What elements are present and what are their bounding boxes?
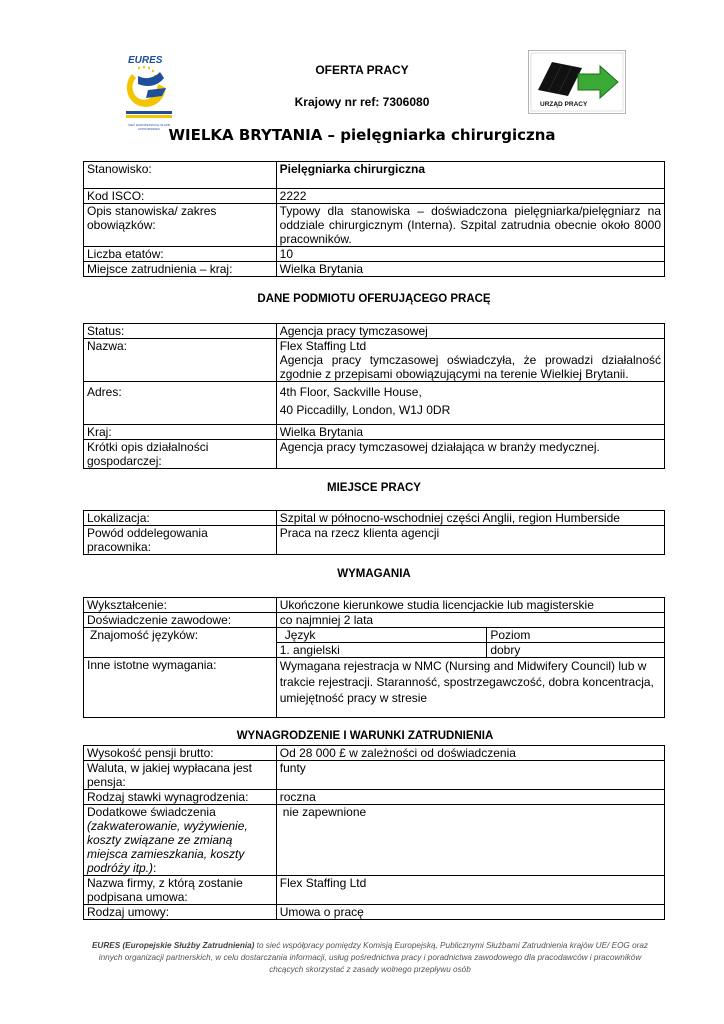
- salary-heading: WYNAGRODZENIE I WARUNKI ZATRUDNIENIA: [236, 730, 494, 742]
- workplace-table: [83, 510, 665, 555]
- footer-bold: EURES (Europejskie Służby Zatrudnienia): [91, 941, 255, 950]
- urzad-pracy-text: URZĄD PRACY: [540, 101, 588, 108]
- employer-heading: DANE PODMIOTU OFERUJĄCEGO PRACĘ: [257, 293, 491, 305]
- requirements-heading: WYMAGANIA: [337, 568, 411, 580]
- address-label: Adres:: [84, 382, 277, 425]
- other-requirements-label: Inne istotne wymagania:: [84, 658, 277, 718]
- employer-country-value: Wielka Brytania: [276, 425, 664, 440]
- benefits-value: nie zapewnione: [276, 805, 664, 876]
- address-line2: 40 Piccadilly, London, W1J 0DR: [279, 403, 451, 417]
- address-cell: [276, 382, 664, 425]
- reference-number: Krajowy nr ref: 7306080: [294, 95, 430, 109]
- employer-table: [83, 323, 665, 469]
- footer-text: to sieć współpracy pomiędzy Komisją Europejską, Publicznymi Służbami Zatrudnienia krajów UE/ EOG oraz innych organizacji partnerskich, w celu dostarczania informacji, usług pośrednictwa pracy i poradnictwa zawodowego dla pracodawców i pracowników chcących skorzystać z zasady wolnego przepływu osób: [98, 941, 649, 974]
- benefits-label-note: (zakwaterowanie, wyżywienie, koszty związane ze zmianą miejsca zamieszkania, koszty podróży itp.): [87, 819, 248, 875]
- status-label: Status:: [84, 324, 277, 339]
- contract-value: Umowa o pracę: [276, 905, 664, 920]
- activity-value: Agencja pracy tymczasowej działająca w branży medycznej.: [276, 440, 664, 469]
- salary-table: [83, 745, 665, 920]
- name-label: Nazwa:: [84, 339, 277, 382]
- other-requirements-value: Wymagana rejestracja w NMC (Nursing and Midwifery Council) lub w trakcie rejestracji. Staranność, spostrzegawczość, dobra koncentracja, umiejętność pracy w stresie: [276, 658, 664, 718]
- address-line1: 4th Floor, Sackville House,: [279, 385, 422, 399]
- experience-label: Doświadczenie zawodowe:: [84, 613, 277, 628]
- language-column-header: Język: [276, 628, 487, 643]
- offer-title: OFERTA PRACY: [315, 63, 409, 77]
- name-note: Agencja pracy tymczasowej oświadczyła, że prowadzi działalność zgodnie z przepisami obowiązującymi na terenie Wielkiej Brytanii.: [279, 353, 661, 381]
- requirements-table: [83, 597, 665, 718]
- position-table: [83, 161, 665, 277]
- workplace-heading: MIEJSCE PRACY: [327, 482, 421, 494]
- eures-logo: [118, 54, 180, 124]
- description-value: Typowy dla stanowiska – doświadczona pielęgniarka/pielęgniarz na oddziale chirurgicznym (Interna). Szpital zatrudnia obecnie około 8000 pracowników.: [276, 204, 664, 247]
- currency-label: Waluta, w jakiej wypłacana jest pensja:: [84, 761, 277, 790]
- reason-value: Praca na rzecz klienta agencji: [276, 526, 664, 555]
- positions-count-value: 10: [276, 247, 664, 262]
- isco-value: 2222: [276, 189, 664, 204]
- description-label: Opis stanowiska/ zakres obowiązków:: [84, 204, 277, 247]
- level-value: dobry: [487, 643, 665, 658]
- contract-label: Rodzaj umowy:: [84, 905, 277, 920]
- gross-salary-label: Wysokość pensji brutto:: [84, 746, 277, 761]
- positions-count-label: Liczba etatów:: [84, 247, 277, 262]
- experience-value: co najmniej 2 lata: [276, 613, 664, 628]
- eures-logo-caption: SIEĆ EUROPEJSKICH SŁUŻB ZATRUDNIENIA: [128, 123, 170, 131]
- reason-label: Powód oddelegowania pracownika:: [84, 526, 277, 555]
- position-value: Pielęgniarka chirurgiczna: [276, 162, 664, 189]
- rate-type-label: Rodzaj stawki wynagrodzenia:: [84, 790, 277, 805]
- eures-logo-text: EURES: [128, 55, 163, 66]
- position-label: Stanowisko:: [84, 162, 277, 189]
- benefits-label-cell: [84, 805, 277, 876]
- company-value: Flex Staffing Ltd: [276, 876, 664, 905]
- name-value: Flex Staffing Ltd: [279, 339, 367, 353]
- languages-label: Znajomość języków:: [84, 628, 277, 658]
- page-title: WIELKA BRYTANIA – pielęgniarka chirurgiczna: [168, 126, 556, 144]
- footer-note: [90, 940, 650, 976]
- rate-type-value: roczna: [276, 790, 664, 805]
- isco-label: Kod ISCO:: [84, 189, 277, 204]
- country-label: Miejsce zatrudnienia – kraj:: [84, 262, 277, 277]
- gross-salary-value: Od 28 000 £ w zależności od doświadczenia: [276, 746, 664, 761]
- education-value: Ukończone kierunkowe studia licencjackie lub magisterskie: [276, 598, 664, 613]
- location-label: Lokalizacja:: [84, 511, 277, 526]
- employer-country-label: Kraj:: [84, 425, 277, 440]
- name-cell: [276, 339, 664, 382]
- benefits-label-end: :: [153, 861, 157, 875]
- status-value: Agencja pracy tymczasowej: [276, 324, 664, 339]
- country-value: Wielka Brytania: [276, 262, 664, 277]
- education-label: Wykształcenie:: [84, 598, 277, 613]
- urzad-pracy-logo: [528, 50, 626, 114]
- company-label: Nazwa firmy, z którą zostanie podpisana umowa:: [84, 876, 277, 905]
- currency-value: funty: [276, 761, 664, 790]
- language-value: 1. angielski: [276, 643, 487, 658]
- activity-label: Krótki opis działalności gospodarczej:: [84, 440, 277, 469]
- location-value: Szpital w północno-wschodniej części Anglii, region Humberside: [276, 511, 664, 526]
- level-column-header: Poziom: [487, 628, 665, 643]
- benefits-label: Dodatkowe świadczenia: [87, 805, 216, 819]
